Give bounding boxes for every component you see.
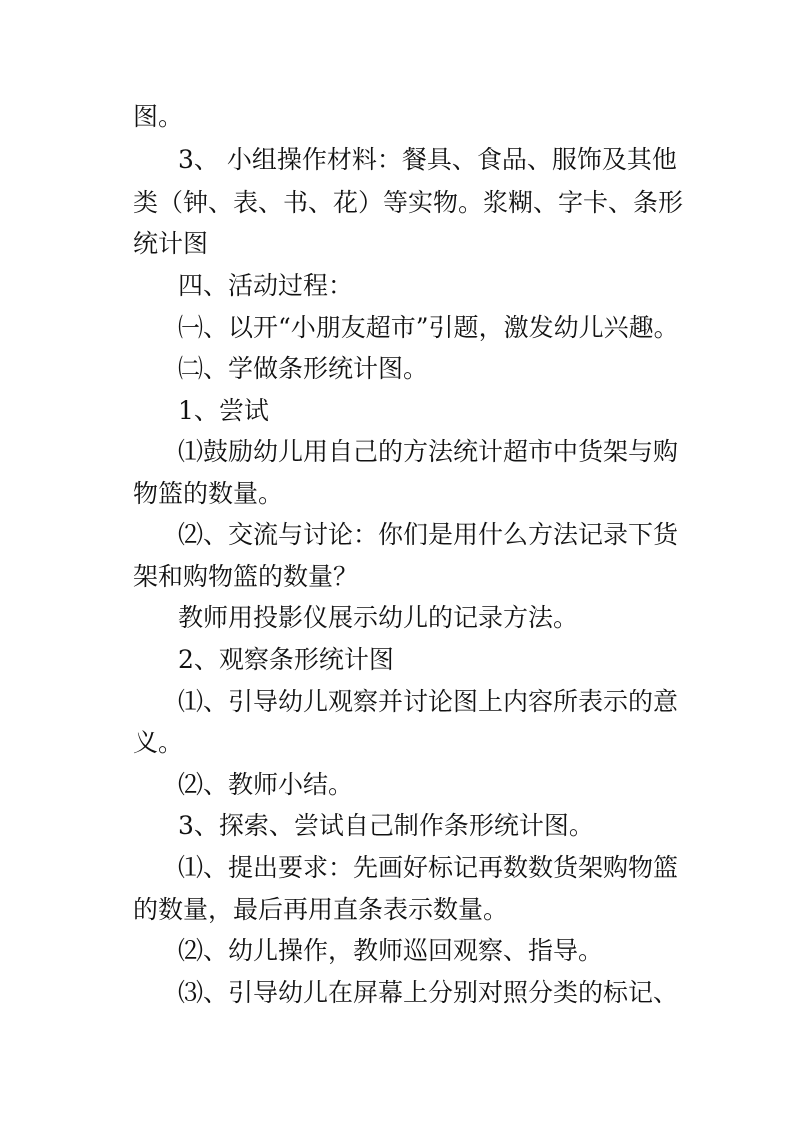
text-line: 图。 [133,102,184,131]
text-line: ⑵、交流与讨论：你们是用什么方法记录下货 [178,520,679,549]
text-line: 3、 小组操作材料：餐具、食品、服饰及其他 [178,145,677,174]
text-line: ㈡、学做条形统计图。 [178,354,429,383]
text-line: 架和购物篮的数量？ [133,562,359,591]
text-line: ㈠、以开“小朋友超市”引题，激发幼儿兴趣。 [178,313,679,342]
text-line: 统计图 [133,229,209,258]
text-line: 1、尝试 [178,396,269,425]
text-line: 2、观察条形统计图 [178,645,394,674]
text-line: 类（钟、表、书、花）等实物。浆糊、字卡、条形 [133,188,684,217]
text-line: 义。 [133,728,184,757]
text-line: 物篮的数量。 [133,479,284,508]
text-line: 的数量，最后再用直条表示数量。 [133,895,509,924]
text-line: ⑴鼓励幼儿用自己的方法统计超市中货架与购 [178,437,679,466]
text-line: ⑵、幼儿操作，教师巡回观察、指导。 [178,936,604,965]
section-heading: 四、活动过程： [178,271,354,300]
text-line: 教师用投影仪展示幼儿的记录方法。 [178,603,579,632]
text-line: ⑴、提出要求：先画好标记再数数货架购物篮 [178,853,679,882]
text-line: ⑵、教师小结。 [178,770,354,799]
text-line: ⑶、引导幼儿在屏幕上分别对照分类的标记、 [178,978,679,1007]
text-line: 3、探索、尝试自己制作条形统计图。 [178,811,594,840]
text-line: ⑴、引导幼儿观察并讨论图上内容所表示的意 [178,687,679,716]
